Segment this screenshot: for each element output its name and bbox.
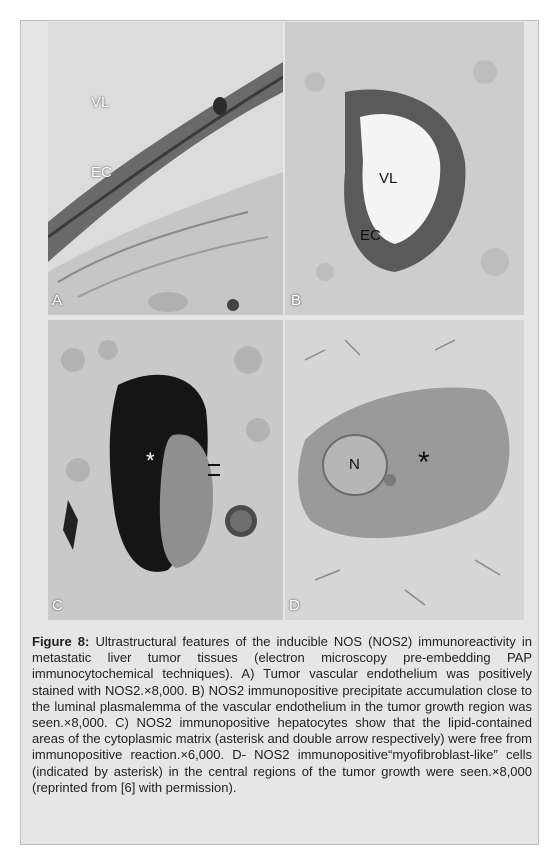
panel-c-asterisk: * — [146, 448, 155, 473]
panel-b-label-ec: EC — [360, 227, 381, 244]
panel-c-letter: C — [52, 597, 63, 614]
figure-caption-text: Ultrastructural features of the inducible NOS (NOS2) immunoreactivity in metastatic liver tumor tissues (electron microscopy pre-embedding PAP immunocytochemical techniques). A) Tumor vascular endothelium was positively stained with NOS2.×8,000. B) NOS2 immunopositive precipitate accumulation close to the luminal plasmalemma of the vascular endothelium in the tumor growth region was seen.×8,000. C) NOS2 immunopositive hepatocytes show that the lipid-contained areas of the cytoplasmic matrix (asterisk and double arrow respectively) were free from immunopositive reaction.×6,000. D- NOS2 immunopositive“myofibroblast-like” cells (indicated by asterisk) in the central regions of the tumor growth were seen.×8,000 (reprinted from [6] with permission). — [32, 634, 532, 795]
micrograph-panel-d — [285, 320, 524, 620]
panel-d-letter: D — [289, 597, 300, 614]
micrograph-panel-a — [48, 22, 283, 315]
micrograph-panel-c — [48, 320, 283, 620]
figure-caption-label: Figure 8: — [32, 634, 90, 649]
micrograph-c-image — [48, 320, 283, 620]
panel-b-letter: B — [291, 292, 302, 309]
micrograph-d-image — [285, 320, 524, 620]
micrograph-b-image — [285, 22, 524, 315]
micrograph-a-image — [48, 22, 283, 315]
panel-b-label-vl: VL — [379, 170, 398, 187]
panel-a-label-ec: EC — [91, 164, 112, 181]
panel-a-label-vl: VL — [91, 94, 110, 111]
micrograph-panel-b — [285, 22, 524, 315]
panel-a-letter: A — [52, 292, 63, 309]
panel-d-asterisk: * — [418, 446, 430, 479]
panel-d-label-n: N — [349, 456, 360, 473]
figure-caption — [32, 634, 532, 796]
